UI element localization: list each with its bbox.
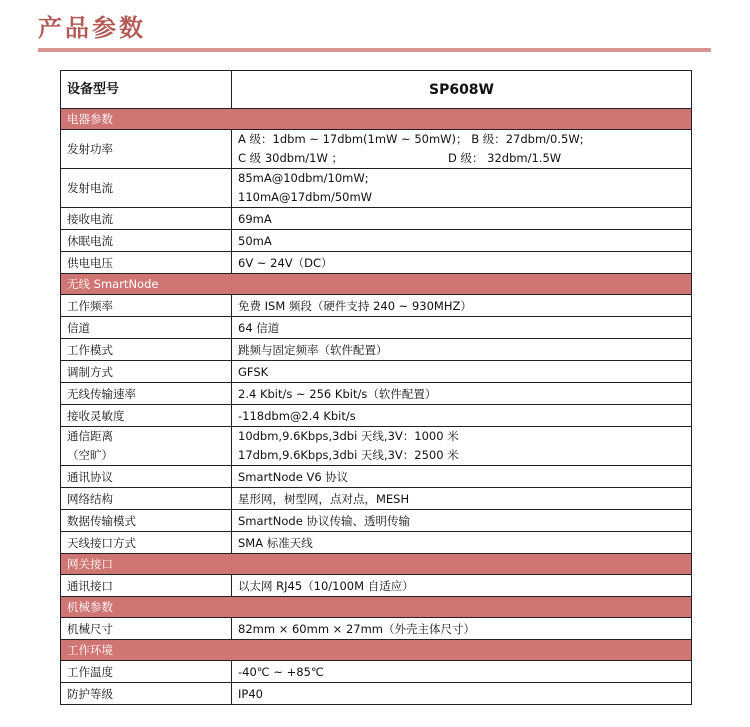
row-value [232,169,692,208]
table-row [61,510,692,532]
row-value: 星形网，树型网，点对点，MESH [232,488,692,510]
table-row [61,488,692,510]
header-label: 设备型号 [61,71,232,109]
section-electrical [61,109,692,130]
row-value [232,130,692,169]
table-row [61,295,692,317]
row-label: 调制方式 [61,361,232,383]
table-row [61,339,692,361]
row-label [61,427,232,466]
row-label: 通讯接口 [61,575,232,597]
table-row [61,208,692,230]
row-value: SmartNode 协议传输、透明传输 [232,510,692,532]
table-row [61,252,692,274]
tx-power-line2 [238,149,685,168]
row-label: 天线接口方式 [61,532,232,554]
row-value: GFSK [232,361,692,383]
table-row [61,405,692,427]
row-label: 发射电流 [61,169,232,208]
tx-power-class-c: C 级 30dbm/1W ； [238,151,343,165]
table-row [61,532,692,554]
section-title: 工作环境 [61,640,692,661]
row-label: 信道 [61,317,232,339]
table-row [61,427,692,466]
title-divider [38,48,711,52]
row-value [232,427,692,466]
table-row [61,383,692,405]
row-label: 工作模式 [61,339,232,361]
row-value: 82mm × 60mm × 27mm（外壳主体尺寸） [232,618,692,640]
tx-power-line1: A 级：1dbm ~ 17dbm(1mW ~ 50mW)； B 级：27dbm/0.5W; [238,132,584,146]
row-label: 工作温度 [61,661,232,683]
row-value: SMA 标准天线 [232,532,692,554]
model-value: SP608W [232,71,692,109]
table-row [61,683,692,705]
section-title: 电器参数 [61,109,692,130]
table-row [61,361,692,383]
row-value: 69mA [232,208,692,230]
row-label: 接收灵敏度 [61,405,232,427]
row-label: 发射功率 [61,130,232,169]
tx-power-class-d: D 级： 32dbm/1.5W [448,151,562,165]
row-value: 50mA [232,230,692,252]
tx-current-line1: 85mA@10dbm/10mW; [238,171,369,185]
table-row [61,169,692,208]
table-row [61,230,692,252]
row-label: 网络结构 [61,488,232,510]
section-gateway [61,554,692,575]
row-label: 数据传输模式 [61,510,232,532]
row-value: 免费 ISM 频段（硬件支持 240 ~ 930MHZ） [232,295,692,317]
table-header-row [61,71,692,109]
table-row [61,466,692,488]
table-row [61,130,692,169]
section-mechanical [61,597,692,618]
row-label: 工作频率 [61,295,232,317]
section-title: 机械参数 [61,597,692,618]
section-title: 网关接口 [61,554,692,575]
section-wireless [61,274,692,295]
row-label: 供电电压 [61,252,232,274]
distance-label-line2: （空旷） [67,448,113,462]
table-row [61,618,692,640]
distance-label-line1: 通信距离 [67,429,113,443]
row-value: IP40 [232,683,692,705]
row-label: 通讯协议 [61,466,232,488]
row-label: 防护等级 [61,683,232,705]
row-value: 6V ~ 24V（DC） [232,252,692,274]
row-value: 64 信道 [232,317,692,339]
row-label: 无线传输速率 [61,383,232,405]
distance-line2: 17dbm,9.6Kbps,3dbi 天线,3V：2500 米 [238,448,459,462]
row-label: 机械尺寸 [61,618,232,640]
row-value: -40℃ ~ +85℃ [232,661,692,683]
row-value: 以太网 RJ45（10/100M 自适应） [232,575,692,597]
section-title: 无线 SmartNode [61,274,692,295]
row-value: 跳频与固定频率（软件配置） [232,339,692,361]
table-row [61,317,692,339]
row-label: 休眠电流 [61,230,232,252]
table-row [61,661,692,683]
table-row [61,575,692,597]
row-value: 2.4 Kbit/s ~ 256 Kbit/s（软件配置） [232,383,692,405]
row-value: -118dbm@2.4 Kbit/s [232,405,692,427]
distance-line1: 10dbm,9.6Kbps,3dbi 天线,3V：1000 米 [238,429,459,443]
page-title: 产品参数 [38,13,146,42]
row-label: 接收电流 [61,208,232,230]
spec-table [60,70,692,705]
section-environment [61,640,692,661]
tx-current-line2: 110mA@17dbm/50mW [238,190,373,204]
row-value: SmartNode V6 协议 [232,466,692,488]
